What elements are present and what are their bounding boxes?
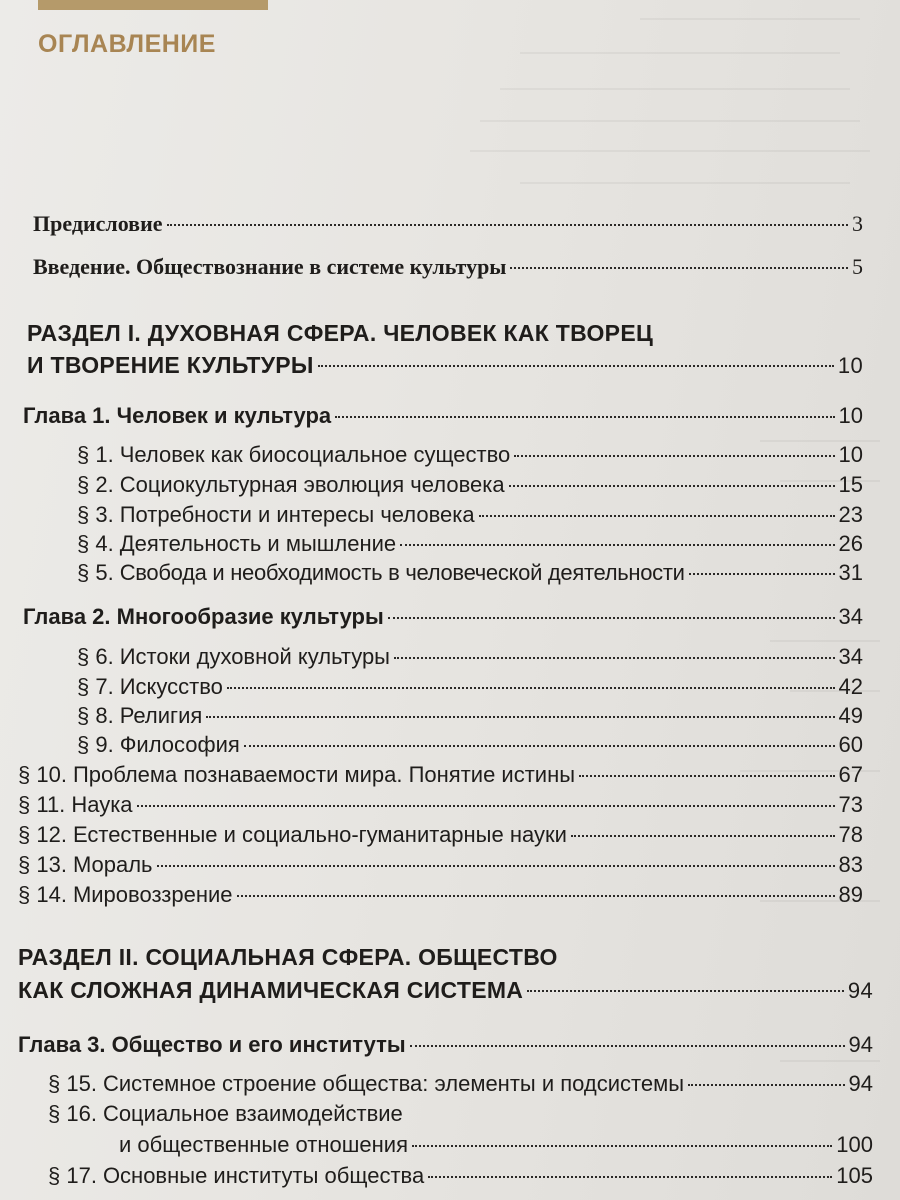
entry-title: Системное строение общества: элементы и подсистемы: [102, 1071, 685, 1096]
leader-dots: [689, 573, 835, 575]
entry-page: 83: [838, 852, 863, 877]
entry-title: Глава 1. Человек и культура: [23, 403, 332, 428]
entry-page: 34: [838, 644, 863, 669]
toc-entry-chapter-1[interactable]: [23, 402, 863, 430]
toc-entry-paragraph-5[interactable]: [77, 559, 863, 587]
entry-title: Основные институты общества: [102, 1163, 425, 1188]
leader-dots: [244, 745, 835, 747]
entry-page: 89: [838, 882, 863, 907]
leader-dots: [479, 515, 835, 517]
entry-page: 31: [838, 560, 863, 585]
entry-page: 78: [838, 822, 863, 847]
paragraph-number: § 13.: [18, 852, 67, 877]
paragraph-number: § 4.: [77, 531, 114, 556]
toc-entry-paragraph-17[interactable]: [48, 1162, 873, 1190]
toc-entry-chapter-2[interactable]: [23, 603, 863, 631]
entry-title: Потребности и интересы человека: [119, 502, 475, 527]
section-1-title-line-2: И ТВОРЕНИЕ КУЛЬТУРЫ: [27, 352, 314, 378]
entry-page: 67: [838, 762, 863, 787]
entry-page: 5: [852, 254, 863, 279]
entry-title: Искусство: [119, 674, 223, 699]
toc-entry-paragraph-16-continued[interactable]: [119, 1131, 873, 1159]
entry-title: Социальное взаимодействие: [102, 1101, 403, 1126]
paragraph-number: § 7.: [77, 674, 114, 699]
paragraph-number: § 12.: [18, 822, 67, 847]
entry-title: Социокультурная эволюция человека: [119, 472, 505, 497]
leader-dots: [388, 617, 835, 619]
leader-dots: [428, 1176, 832, 1178]
leader-dots: [527, 990, 844, 992]
leader-dots: [167, 224, 848, 226]
leader-dots: [688, 1084, 844, 1086]
entry-title: Наука: [71, 792, 133, 817]
toc-entry-section-1[interactable]: [27, 350, 863, 381]
leader-dots: [510, 267, 848, 269]
entry-page: 94: [848, 1032, 873, 1057]
toc-entry-paragraph-13[interactable]: [18, 851, 863, 879]
entry-title: Человек как биосоциальное существо: [119, 442, 511, 467]
leader-dots: [206, 716, 834, 718]
leader-dots: [412, 1145, 832, 1147]
paragraph-number: § 2.: [77, 472, 114, 497]
leader-dots: [227, 687, 835, 689]
entry-title: Деятельность и мышление: [119, 531, 397, 556]
entry-page: 100: [836, 1132, 873, 1157]
entry-page: 105: [836, 1163, 873, 1188]
entry-title-continued: и общественные отношения: [119, 1132, 408, 1157]
leader-dots: [514, 455, 834, 457]
entry-page: 26: [838, 531, 863, 556]
entry-title: Введение. Обществознание в системе культуры: [33, 254, 507, 279]
entry-title: Мировоззрение: [72, 882, 233, 907]
toc-entry-paragraph-1[interactable]: [77, 441, 863, 469]
paragraph-number: § 3.: [77, 502, 114, 527]
section-2-title-line-1: РАЗДЕЛ II. СОЦИАЛЬНАЯ СФЕРА. ОБЩЕСТВО: [18, 944, 558, 970]
paragraph-number: § 17.: [48, 1163, 97, 1188]
leader-dots: [318, 365, 834, 367]
leader-dots: [579, 775, 834, 777]
toc-heading: ОГЛАВЛЕНИЕ: [38, 30, 216, 58]
entry-page: 94: [847, 978, 873, 1003]
paragraph-number: § 14.: [18, 882, 67, 907]
leader-dots: [400, 544, 834, 546]
header-tab-decoration: [38, 0, 268, 10]
leader-dots: [410, 1045, 845, 1047]
toc-entry-paragraph-3[interactable]: [77, 501, 863, 529]
entry-title: Глава 3. Общество и его институты: [18, 1032, 406, 1057]
entry-page: 10: [837, 353, 863, 378]
entry-title: Естественные и социально-гуманитарные науки: [72, 822, 567, 847]
entry-page: 73: [838, 792, 863, 817]
leader-dots: [509, 485, 835, 487]
leader-dots: [335, 416, 834, 418]
entry-title: Религия: [119, 703, 203, 728]
toc-entry-introduction[interactable]: [33, 253, 863, 281]
entry-page: 10: [838, 442, 863, 467]
leader-dots: [137, 805, 835, 807]
show-through-texture: [460, 0, 900, 1200]
leader-dots: [571, 835, 835, 837]
toc-entry-paragraph-8[interactable]: [77, 702, 863, 730]
toc-entry-paragraph-14[interactable]: [18, 881, 863, 909]
entry-title: Мораль: [72, 852, 153, 877]
paragraph-number: § 11.: [18, 792, 66, 817]
entry-title: Глава 2. Многообразие культуры: [23, 604, 384, 629]
toc-entry-paragraph-4[interactable]: [77, 530, 863, 558]
entry-page: 10: [838, 403, 863, 428]
entry-page: 94: [848, 1071, 873, 1096]
entry-page: 23: [838, 502, 863, 527]
toc-entry-preface[interactable]: [33, 210, 863, 238]
toc-entry-paragraph-11[interactable]: [18, 791, 863, 819]
entry-page: 34: [838, 604, 863, 629]
entry-page: 3: [852, 211, 863, 236]
toc-entry-paragraph-15[interactable]: [48, 1070, 873, 1098]
entry-title: Философия: [119, 732, 240, 757]
toc-entry-paragraph-12[interactable]: [18, 821, 863, 849]
paragraph-number: § 10.: [18, 762, 67, 787]
toc-entry-chapter-3[interactable]: [18, 1031, 873, 1059]
entry-page: 42: [838, 674, 863, 699]
toc-entry-paragraph-16[interactable]: [48, 1100, 873, 1128]
paragraph-number: § 15.: [48, 1071, 97, 1096]
paragraph-number: § 5.: [77, 560, 114, 585]
entry-title: Предисловие: [33, 211, 163, 236]
leader-dots: [394, 657, 835, 659]
paragraph-number: § 16.: [48, 1101, 97, 1126]
toc-entry-paragraph-10[interactable]: [18, 761, 863, 789]
toc-entry-paragraph-9[interactable]: [77, 731, 863, 759]
leader-dots: [157, 865, 835, 867]
toc-entry-paragraph-6[interactable]: [77, 643, 863, 671]
paragraph-number: § 1.: [77, 442, 114, 467]
paragraph-number: § 9.: [77, 732, 114, 757]
entry-page: 60: [838, 732, 863, 757]
entry-title: Истоки духовной культуры: [119, 644, 390, 669]
leader-dots: [237, 895, 835, 897]
entry-title: Свобода и необходимость в человеческой деятельности: [119, 560, 685, 585]
entry-page: 15: [838, 472, 863, 497]
toc-entry-paragraph-7[interactable]: [77, 673, 863, 701]
entry-page: 49: [838, 703, 863, 728]
paragraph-number: § 8.: [77, 703, 114, 728]
section-1-title-line-1: РАЗДЕЛ I. ДУХОВНАЯ СФЕРА. ЧЕЛОВЕК КАК ТВОРЕЦ: [27, 320, 654, 346]
entry-title: Проблема познаваемости мира. Понятие истины: [72, 762, 576, 787]
section-2-title-line-2: КАК СЛОЖНАЯ ДИНАМИЧЕСКАЯ СИСТЕМА: [18, 977, 524, 1003]
toc-entry-section-2[interactable]: [18, 975, 873, 1006]
toc-entry-paragraph-2[interactable]: [77, 471, 863, 499]
paragraph-number: § 6.: [77, 644, 114, 669]
